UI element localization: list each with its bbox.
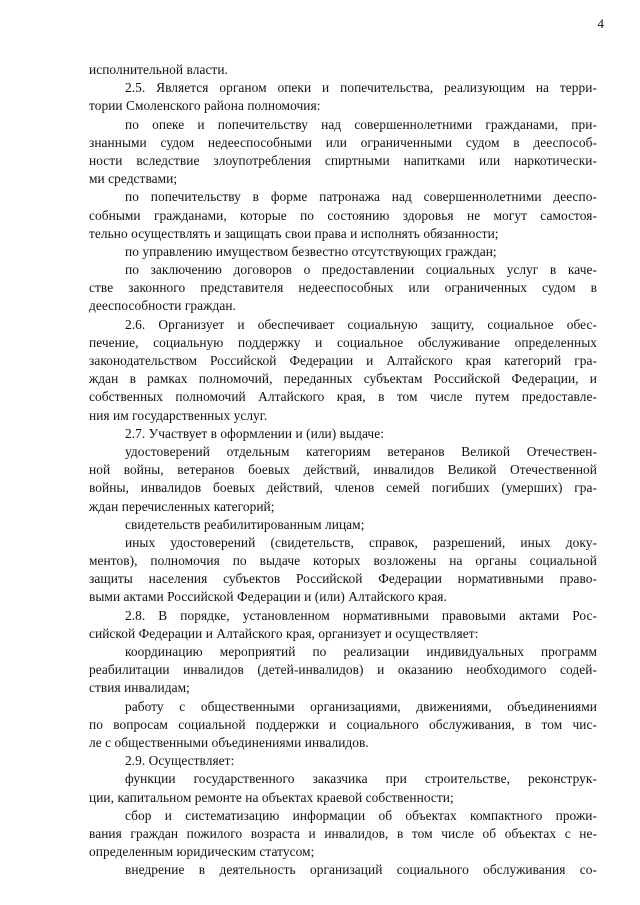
text-line: дееспособности граждан. <box>89 298 236 314</box>
paragraph <box>89 770 597 806</box>
text-line: 2.7. Участвует в оформлении и (или) выдаче: <box>125 425 384 441</box>
text-line: ции, капитальном ремонте на объектах краевой собственности; <box>89 789 454 805</box>
text-line: войны, инвалидов боевых действий, членов семей погибших (умерших) гра- <box>89 480 597 496</box>
paragraph <box>89 607 597 643</box>
text-line: по управлению имуществом безвестно отсутствующих граждан; <box>125 243 497 259</box>
text-line: по опеке и попечительству над совершеннолетними гражданами, при- <box>125 116 597 132</box>
text-line: тельно осуществлять и защищать свои права и исполнять обязанности; <box>89 225 499 241</box>
text-line: вания граждан пожилого возраста и инвалидов, в том числе об объектах с не- <box>89 825 597 841</box>
text-line: 2.6. Организует и обеспечивает социальную защиту, социальное обес- <box>125 316 597 332</box>
text-line: координацию мероприятий по реализации индивидуальных программ <box>125 644 597 659</box>
text-line: законодательством Российской Федерации и Алтайского края категорий гра- <box>89 353 597 368</box>
text-line: удостоверений отдельным категориям ветеранов Великой Отечествен- <box>125 443 597 459</box>
text-line: исполнительной власти. <box>89 62 228 77</box>
text-line: ле с общественными объединениями инвалидов. <box>89 734 369 750</box>
paragraph <box>89 534 597 607</box>
text-line: функции государственного заказчика при строительстве, реконструк- <box>125 771 597 787</box>
text-line: ности вследствие злоупотребления спиртными напитками или наркотически- <box>89 152 597 168</box>
text-line: ментов), полномочия по выдаче которых возложены на органы социальной <box>89 553 597 569</box>
text-line: тории Смоленского района полномочия: <box>89 98 321 114</box>
text-line: ждан перечисленных категорий; <box>89 498 275 514</box>
text-line: выми актами Российской Федерации и (или) Алтайского края. <box>89 589 447 605</box>
text-line: по попечительству в форме патронажа над совершеннолетними дееспо- <box>125 189 597 205</box>
text-line: ми средствами; <box>89 171 178 187</box>
text-line: сийской Федерации и Алтайского края, организует и осуществляет: <box>89 625 479 641</box>
text-line: печение, социальную поддержку и социальное обслуживание определенных <box>89 334 597 350</box>
text-line: иных удостоверений (свидетельств, справок, разрешений, иных доку- <box>125 534 597 550</box>
text-line: 2.8. В порядке, установленном нормативными правовыми актами Рос- <box>125 607 597 623</box>
page-number: 4 <box>597 16 604 31</box>
text-line: знанными судом недееспособными или ограниченными судом в дееспособ- <box>89 134 597 150</box>
text-line: определенным юридическим статусом; <box>89 844 315 860</box>
paragraph <box>89 261 597 316</box>
text-line: ствия инвалидам; <box>89 680 190 696</box>
text-line: стве законного представителя недееспособных или ограниченных судом в <box>89 280 597 296</box>
paragraph <box>89 643 597 698</box>
text-line: 2.5. Является органом опеки и попечительства, реализующим на терри- <box>125 80 597 96</box>
text-line: по вопросам социальной поддержки и социального обслуживания, в том чис- <box>89 716 597 732</box>
paragraph <box>89 79 597 115</box>
text-line: ния им государственных услуг. <box>89 407 268 423</box>
paragraph <box>89 861 597 879</box>
text-line: сбор и систематизацию информации об объектах компактного прожи- <box>125 807 597 823</box>
text-line: ждан в рамках полномочий, переданных субъектам Российской Федерации, и <box>89 371 597 387</box>
paragraph <box>89 807 597 862</box>
text-line: внедрение в деятельность организаций социального обслуживания со- <box>125 862 597 878</box>
paragraph <box>89 116 597 189</box>
paragraph <box>89 61 597 79</box>
text-line: 2.9. Осуществляет: <box>125 753 235 769</box>
text-line: собными гражданами, которые по состоянию здоровья не могут самостоя- <box>89 207 597 223</box>
paragraph <box>89 698 597 753</box>
document-body <box>89 61 597 879</box>
paragraph <box>89 316 597 425</box>
text-line: собственных полномочий Алтайского края, в том числе путем предоставле- <box>89 389 597 405</box>
paragraph <box>89 243 597 261</box>
paragraph <box>89 752 597 770</box>
text-line: по заключению договоров о предоставлении социальных услуг в каче- <box>125 262 597 278</box>
text-line: свидетельств реабилитированным лицам; <box>125 516 365 532</box>
text-line: защиты населения субъектов Российской Федерации нормативными право- <box>89 571 597 587</box>
paragraph <box>89 425 597 443</box>
text-line: ной войны, ветеранов боевых действий, инвалидов Великой Отечественной <box>89 462 597 478</box>
paragraph <box>89 516 597 534</box>
paragraph <box>89 188 597 243</box>
text-line: реабилитации инвалидов (детей-инвалидов) и оказанию необходимого содей- <box>89 662 597 678</box>
text-line: работу с общественными организациями, движениями, объединениями <box>125 698 597 714</box>
paragraph <box>89 443 597 516</box>
